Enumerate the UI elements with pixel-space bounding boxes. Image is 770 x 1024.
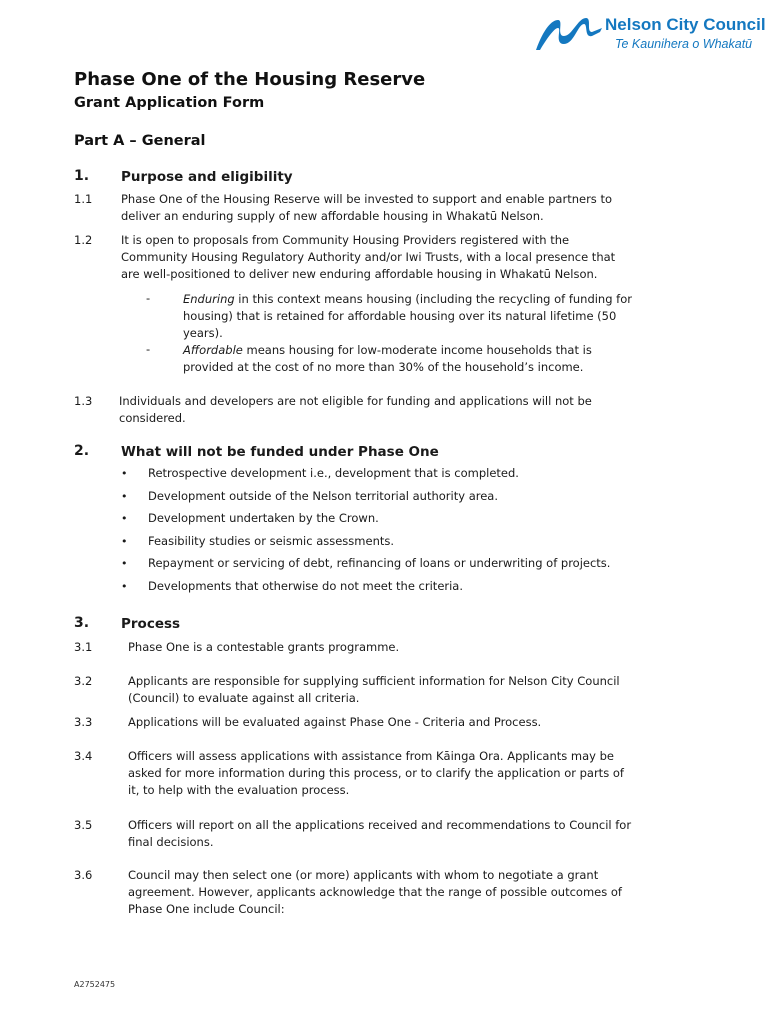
- definition-text: means housing for low-moderate income households that is: [242, 343, 592, 357]
- paragraph-3-4: [128, 748, 624, 799]
- definition-enduring: [183, 291, 632, 342]
- section-title: Purpose and eligibility: [121, 169, 293, 185]
- definition-term: Enduring: [183, 292, 235, 306]
- paragraph-line: Applicants are responsible for supplying sufficient information for Nelson City Council: [128, 674, 620, 688]
- paragraph-line: It is open to proposals from Community Housing Providers registered with the: [121, 233, 570, 247]
- paragraph-3-5: [128, 817, 631, 851]
- definition-line: provided at the cost of no more than 30% of the household’s income.: [183, 360, 584, 374]
- paragraph-line: Officers will assess applications with assistance from Kāinga Ora. Applicants may be: [128, 749, 614, 763]
- paragraph-number: 3.5: [74, 818, 93, 832]
- list-item: Repayment or servicing of debt, refinancing of loans or underwriting of projects.: [148, 556, 611, 570]
- list-item: Feasibility studies or seismic assessments.: [148, 534, 395, 548]
- paragraph-number: 3.4: [74, 749, 93, 763]
- paragraph-number: 3.6: [74, 868, 93, 882]
- council-logo: [534, 14, 770, 56]
- paragraph-number: 3.2: [74, 674, 93, 688]
- paragraph-line: Applications will be evaluated against Phase One - Criteria and Process.: [128, 715, 542, 729]
- bullet-marker: •: [121, 580, 128, 593]
- paragraph-line: considered.: [119, 411, 186, 425]
- paragraph-number: 3.1: [74, 640, 93, 654]
- section-number: 3.: [74, 615, 90, 631]
- paragraph-line: asked for more information during this process, or to clarify the application or parts of: [128, 766, 624, 780]
- paragraph-1-3: [119, 393, 592, 427]
- paragraph-1-2: [121, 232, 615, 283]
- council-logo-mark-icon: [534, 14, 604, 54]
- list-item: Developments that otherwise do not meet the criteria.: [148, 579, 464, 593]
- paragraph-line: Council may then select one (or more) applicants with whom to negotiate a grant: [128, 868, 599, 882]
- paragraph-line: deliver an enduring supply of new affordable housing in Whakatū Nelson.: [121, 209, 544, 223]
- part-heading: Part A – General: [74, 133, 206, 149]
- dash-marker: -: [146, 342, 151, 356]
- definition-line: years).: [183, 326, 223, 340]
- definition-affordable: [183, 342, 592, 376]
- document-reference: A2752475: [74, 980, 116, 989]
- paragraph-3-1: [128, 639, 399, 656]
- paragraph-line: Phase One include Council:: [128, 902, 285, 916]
- bullet-marker: •: [121, 557, 128, 570]
- bullet-marker: •: [121, 467, 128, 480]
- paragraph-line: agreement. However, applicants acknowledge that the range of possible outcomes of: [128, 885, 622, 899]
- section-number: 2.: [74, 443, 90, 459]
- paragraph-number: 1.3: [74, 394, 93, 408]
- bullet-marker: •: [121, 535, 128, 548]
- paragraph-number: 1.1: [74, 192, 93, 206]
- definition-text: in this context means housing (including the recycling of funding for: [234, 292, 632, 306]
- document-title: Phase One of the Housing Reserve: [74, 69, 426, 90]
- paragraph-1-1: [121, 191, 612, 225]
- section-number: 1.: [74, 168, 90, 184]
- bullet-marker: •: [121, 490, 128, 503]
- paragraph-number: 1.2: [74, 233, 93, 247]
- dash-marker: -: [146, 291, 151, 305]
- paragraph-number: 3.3: [74, 715, 93, 729]
- paragraph-line: (Council) to evaluate against all criteria.: [128, 691, 360, 705]
- paragraph-line: Phase One is a contestable grants programme.: [128, 640, 400, 654]
- list-item: Development undertaken by the Crown.: [148, 511, 379, 525]
- list-item: Development outside of the Nelson territorial authority area.: [148, 489, 498, 503]
- section-title: Process: [121, 616, 181, 632]
- paragraph-line: it, to help with the evaluation process.: [128, 783, 350, 797]
- definition-term: Affordable: [183, 343, 243, 357]
- paragraph-line: Individuals and developers are not eligible for funding and applications will not be: [119, 394, 592, 408]
- definition-line: housing) that is retained for affordable housing over its natural lifetime (50: [183, 309, 617, 323]
- paragraph-line: final decisions.: [128, 835, 214, 849]
- paragraph-line: Phase One of the Housing Reserve will be invested to support and enable partners to: [121, 192, 612, 206]
- paragraph-line: are well-positioned to deliver new enduring affordable housing in Whakatū Nelson.: [121, 267, 598, 281]
- paragraph-3-2: [128, 673, 620, 707]
- paragraph-line: Community Housing Regulatory Authority and/or Iwi Trusts, with a local presence that: [121, 250, 616, 264]
- council-name: Nelson City Council: [605, 15, 766, 34]
- paragraph-line: Officers will report on all the applications received and recommendations to Council for: [128, 818, 632, 832]
- document-subtitle: Grant Application Form: [74, 95, 265, 111]
- council-tagline: Te Kaunihera o Whakatū: [615, 37, 753, 51]
- paragraph-3-3: [128, 714, 541, 731]
- bullet-marker: •: [121, 512, 128, 525]
- list-item: Retrospective development i.e., development that is completed.: [148, 466, 519, 480]
- paragraph-3-6: [128, 867, 622, 918]
- section-title: What will not be funded under Phase One: [121, 444, 439, 460]
